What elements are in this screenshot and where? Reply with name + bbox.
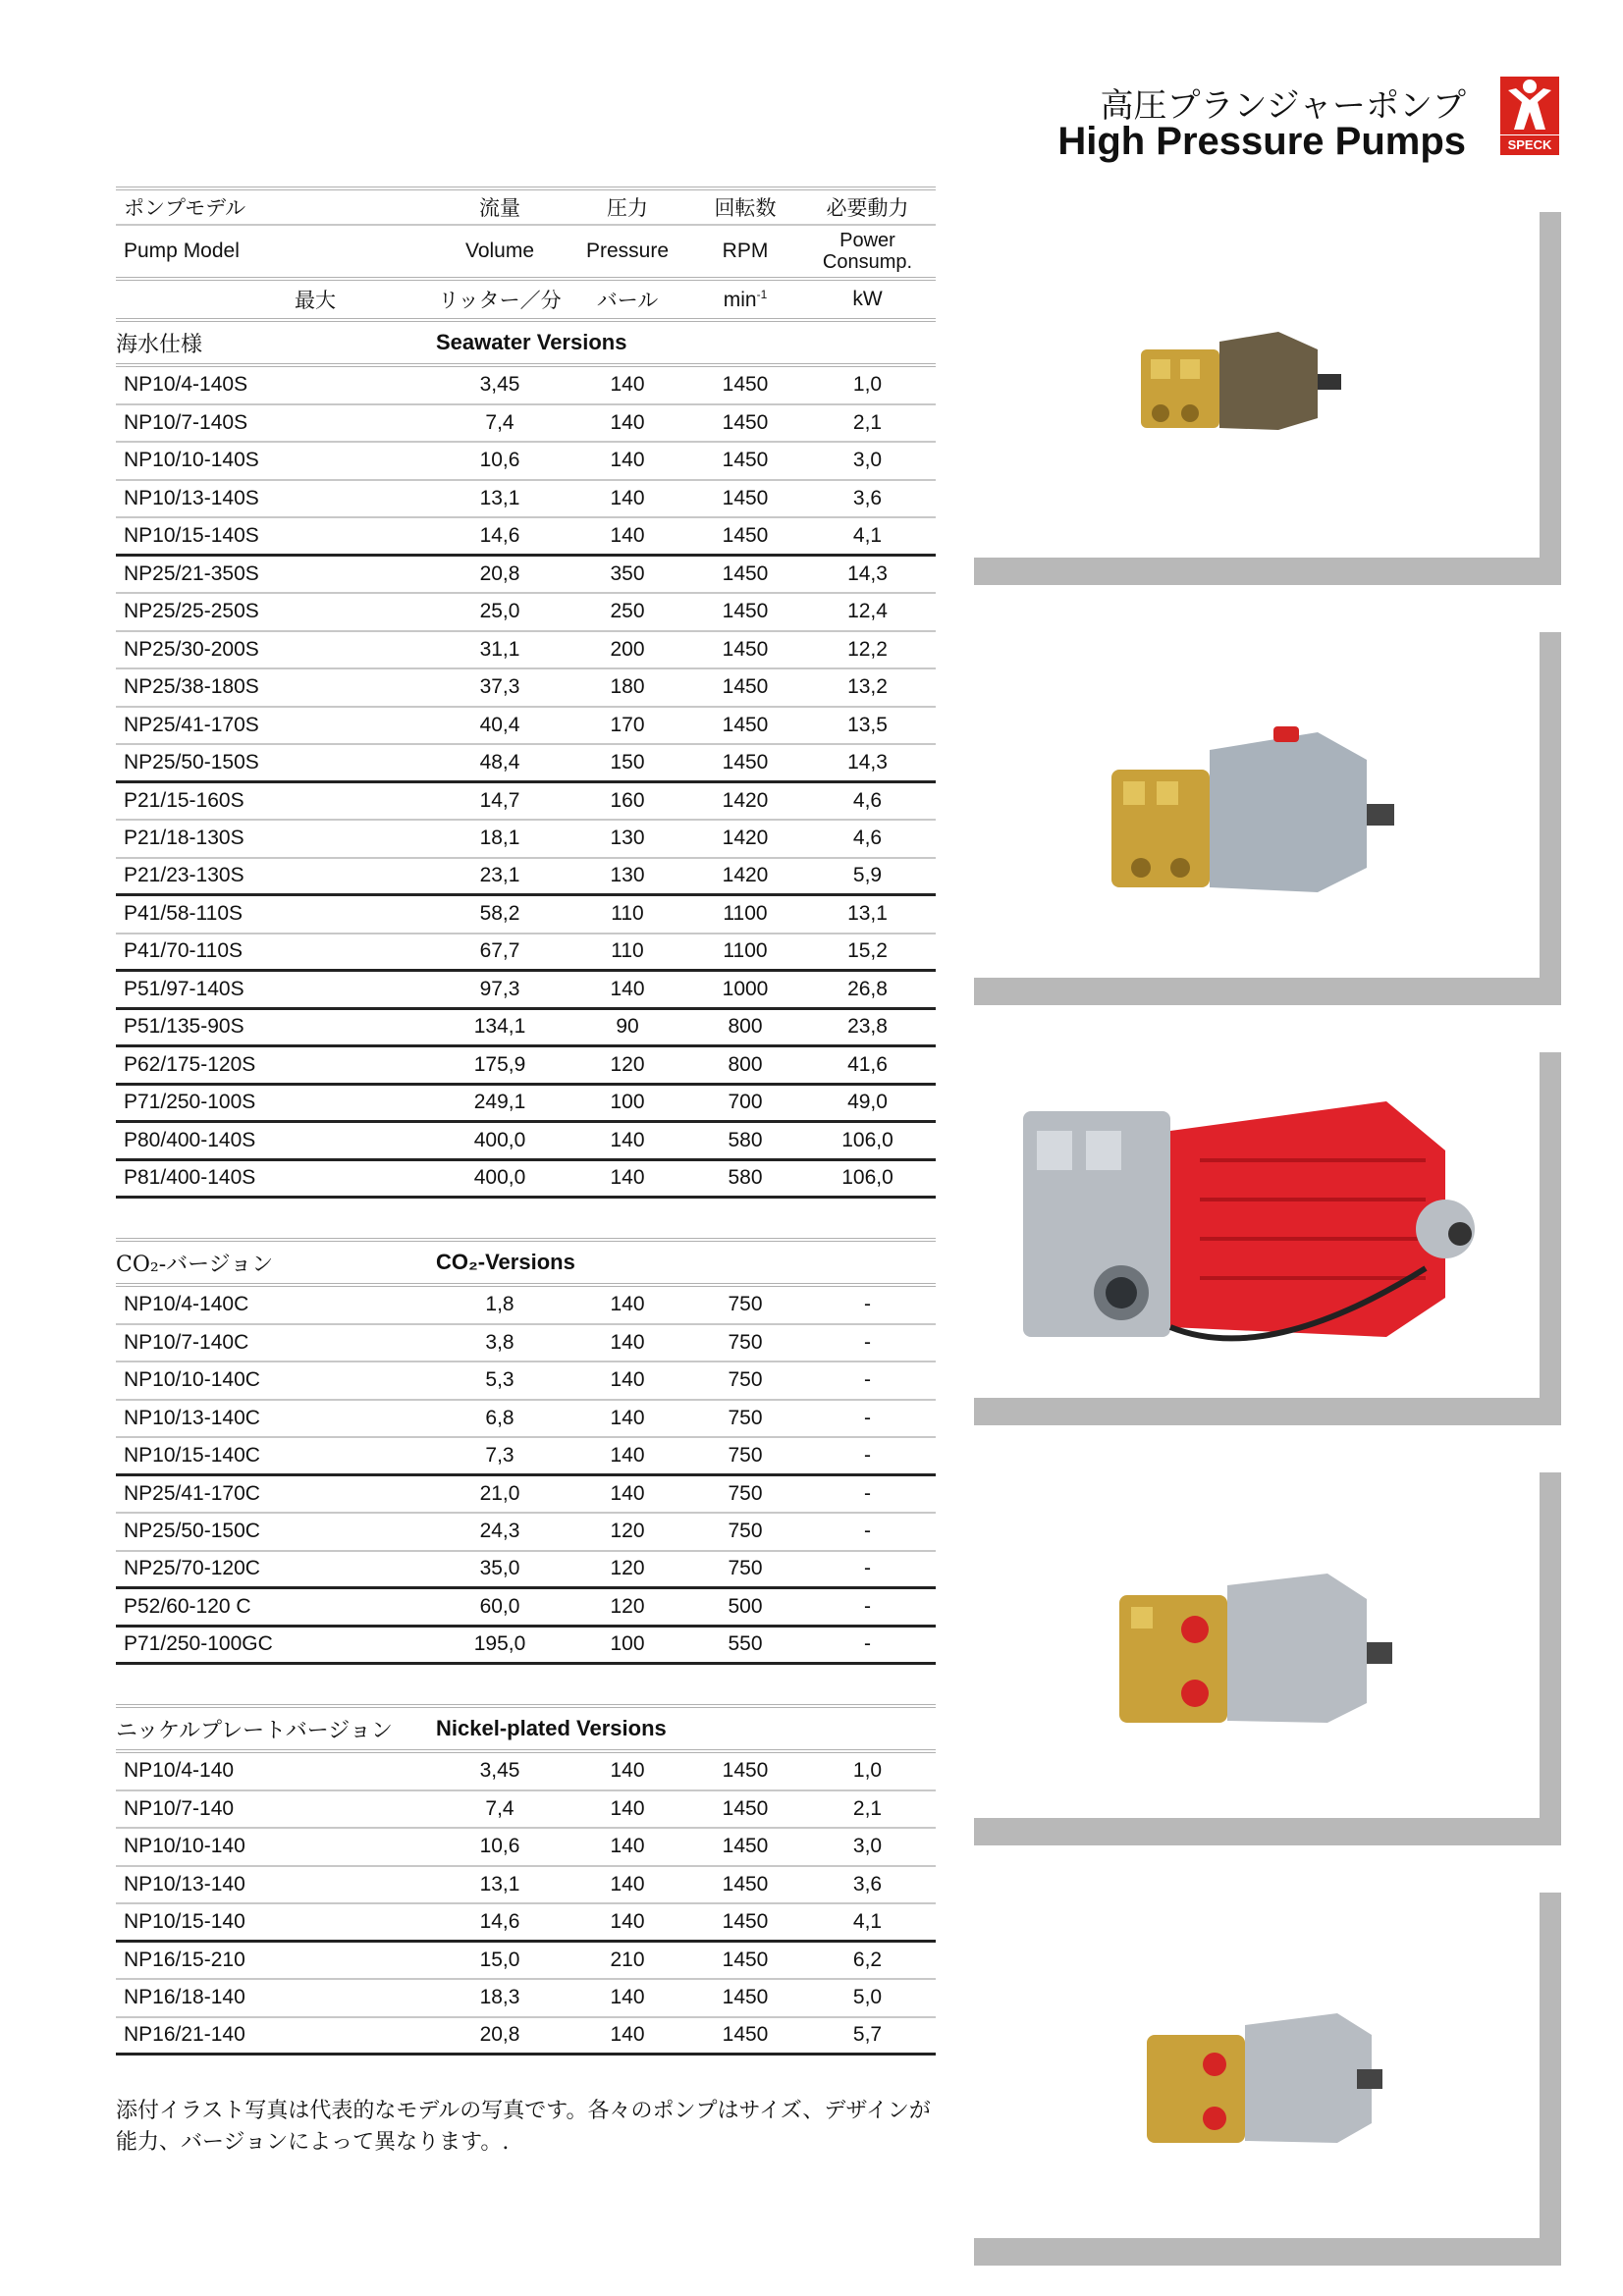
cell-rpm: 750	[728, 1443, 763, 1467]
cell-rpm: 1450	[722, 637, 769, 661]
table-row	[116, 1287, 936, 1325]
cell-model: P41/58-110S	[124, 902, 243, 926]
cell-power: 1,0	[852, 373, 883, 397]
cell-volume: 400,0	[473, 1166, 526, 1190]
cell-volume: 13,1	[479, 486, 520, 509]
units-row	[116, 281, 936, 322]
cell-volume: 175,9	[473, 1052, 526, 1076]
cell-pressure: 140	[610, 977, 645, 1000]
cell-volume: 14,6	[479, 1909, 520, 1933]
cell-model: NP25/50-150C	[124, 1520, 260, 1543]
cell-pressure: 160	[610, 788, 645, 812]
pump-photo-3-icon	[1013, 1072, 1485, 1376]
cell-model: NP10/7-140S	[124, 410, 248, 434]
cell-power: 6,2	[852, 1948, 883, 1971]
table-row	[116, 518, 936, 557]
cell-rpm: 1450	[722, 1835, 769, 1858]
cell-power: 106,0	[841, 1128, 893, 1151]
cell-rpm: 1450	[722, 1986, 769, 2009]
pump-photo-4-icon	[1111, 1566, 1396, 1742]
header-row-jp	[116, 190, 936, 226]
cell-rpm: 1450	[722, 600, 769, 623]
table-row	[116, 972, 936, 1010]
cell-pressure: 110	[611, 939, 644, 963]
image-panel-2	[974, 632, 1561, 1005]
cell-volume: 40,4	[479, 713, 520, 736]
cell-rpm: 700	[728, 1091, 763, 1114]
cell-volume: 249,1	[473, 1091, 526, 1114]
table-row	[116, 1589, 936, 1628]
cell-model: P41/70-110S	[124, 939, 243, 963]
unit-volume: リッター／分	[438, 289, 562, 312]
cell-rpm: 750	[728, 1557, 763, 1580]
cell-power: 14,3	[847, 750, 888, 774]
cell-power: 12,2	[847, 637, 888, 661]
cell-power: -	[864, 1594, 871, 1618]
cell-model: P51/135-90S	[124, 1015, 244, 1039]
cell-power: -	[864, 1406, 871, 1429]
cell-pressure: 210	[610, 1948, 645, 1971]
speck-figure-icon	[1500, 77, 1559, 135]
cell-power: 4,1	[852, 1909, 883, 1933]
cell-rpm: 1450	[722, 2023, 769, 2047]
table-row	[116, 1943, 936, 1981]
cell-model: P71/250-100GC	[124, 1632, 273, 1656]
cell-model: NP10/4-140S	[124, 373, 248, 397]
cell-power: -	[864, 1443, 871, 1467]
cell-power: -	[864, 1632, 871, 1656]
cell-rpm: 1450	[722, 1759, 769, 1783]
cell-power: 49,0	[847, 1091, 888, 1114]
cell-rpm: 1450	[722, 1796, 769, 1820]
cell-power: 3,6	[852, 1872, 883, 1896]
cell-power: 3,0	[852, 1835, 883, 1858]
cell-pressure: 140	[610, 1986, 645, 2009]
cell-power: -	[864, 1557, 871, 1580]
cell-power: -	[864, 1481, 871, 1505]
cell-power: 106,0	[841, 1166, 893, 1190]
cell-pressure: 140	[610, 1872, 645, 1896]
table-row	[116, 1010, 936, 1048]
pump-photo-2-icon	[1102, 721, 1396, 917]
cell-model: P21/18-130S	[124, 827, 244, 850]
cell-power: 13,5	[847, 713, 888, 736]
table-row	[116, 1161, 936, 1200]
cell-pressure: 250	[610, 600, 645, 623]
cell-rpm: 1450	[722, 561, 769, 585]
cell-volume: 14,6	[479, 523, 520, 547]
cell-model: NP10/13-140C	[124, 1406, 260, 1429]
table-row	[116, 896, 936, 934]
cell-pressure: 140	[610, 1796, 645, 1820]
cell-pressure: 100	[610, 1091, 645, 1114]
table-row	[116, 1123, 936, 1161]
cell-pressure: 140	[610, 1835, 645, 1858]
cell-volume: 3,45	[479, 1759, 520, 1783]
cell-model: P52/60-120 C	[124, 1594, 251, 1618]
cell-power: 15,2	[847, 939, 888, 963]
section-name-en: Seawater Versions	[436, 330, 627, 354]
cell-model: NP16/21-140	[124, 2023, 245, 2047]
cell-volume: 97,3	[479, 977, 520, 1000]
cell-pressure: 140	[610, 1330, 645, 1354]
cell-pressure: 100	[610, 1632, 645, 1656]
table-row	[116, 1867, 936, 1905]
cell-pressure: 120	[610, 1052, 645, 1076]
pump-table	[116, 187, 936, 2056]
table-row	[116, 1476, 936, 1515]
table-row	[116, 1980, 936, 2018]
cell-model: NP10/4-140C	[124, 1293, 249, 1316]
cell-volume: 21,0	[479, 1481, 520, 1505]
cell-pressure: 130	[610, 827, 645, 850]
cell-power: 5,0	[852, 1986, 883, 2009]
cell-volume: 10,6	[479, 1835, 520, 1858]
cell-power: 2,1	[852, 410, 883, 434]
cell-power: -	[864, 1293, 871, 1316]
cell-model: P62/175-120S	[124, 1052, 256, 1076]
cell-power: 13,1	[847, 902, 888, 926]
cell-power: 4,6	[852, 827, 883, 850]
cell-model: NP10/10-140S	[124, 449, 259, 472]
cell-power: 41,6	[847, 1052, 888, 1076]
cell-model: NP16/18-140	[124, 1986, 245, 2009]
cell-model: NP10/4-140	[124, 1759, 235, 1783]
cell-model: NP10/10-140	[124, 1835, 245, 1858]
cell-pressure: 140	[610, 449, 645, 472]
cell-power: 14,3	[847, 561, 888, 585]
cell-pressure: 180	[610, 675, 645, 699]
cell-rpm: 580	[728, 1166, 763, 1190]
cell-model: NP25/21-350S	[124, 561, 259, 585]
cell-power: 26,8	[847, 977, 888, 1000]
cell-power: 4,6	[852, 788, 883, 812]
cell-volume: 23,1	[479, 864, 520, 887]
table-row	[116, 1514, 936, 1552]
cell-rpm: 750	[728, 1368, 763, 1392]
cell-model: NP10/15-140	[124, 1909, 245, 1933]
cell-rpm: 750	[728, 1520, 763, 1543]
col-volume-jp: 流量	[479, 196, 520, 220]
cell-model: NP10/15-140S	[124, 523, 259, 547]
cell-pressure: 140	[610, 1406, 645, 1429]
col-model-en: Pump Model	[124, 240, 240, 262]
cell-power: 2,1	[852, 1796, 883, 1820]
cell-volume: 3,8	[485, 1330, 514, 1354]
col-pressure-en: Pressure	[585, 240, 670, 262]
cell-rpm: 1100	[723, 939, 768, 963]
units-label: 最大	[295, 289, 336, 312]
cell-model: NP10/10-140C	[124, 1368, 260, 1392]
cell-power: 23,8	[847, 1015, 888, 1039]
table-row	[116, 1904, 936, 1943]
cell-volume: 1,8	[485, 1293, 514, 1316]
cell-rpm: 580	[728, 1128, 763, 1151]
cell-rpm: 550	[728, 1632, 763, 1656]
logo-text: SPECK	[1500, 134, 1559, 152]
cell-rpm: 1450	[722, 1872, 769, 1896]
table-row	[116, 1829, 936, 1867]
cell-pressure: 170	[610, 713, 645, 736]
cell-rpm: 1450	[722, 410, 769, 434]
cell-power: 12,4	[847, 600, 888, 623]
cell-volume: 60,0	[479, 1594, 520, 1618]
cell-pressure: 140	[610, 1481, 645, 1505]
unit-rpm: $\min^{-1}$	[723, 287, 768, 311]
cell-volume: 18,3	[479, 1986, 520, 2009]
col-volume-en: Volume	[464, 240, 535, 262]
cell-rpm: 1450	[722, 449, 769, 472]
cell-volume: 195,0	[473, 1632, 526, 1656]
section-name-jp: CO₂-バージョン	[116, 1252, 274, 1277]
cell-volume: 37,3	[479, 675, 520, 699]
cell-model: NP25/70-120C	[124, 1557, 260, 1580]
cell-rpm: 1450	[722, 373, 769, 397]
cell-rpm: 500	[728, 1594, 763, 1618]
cell-pressure: 150	[610, 750, 645, 774]
cell-rpm: 1450	[722, 713, 769, 736]
footnote	[116, 2096, 980, 2159]
cell-volume: 35,0	[479, 1557, 520, 1580]
cell-rpm: 800	[728, 1015, 763, 1039]
cell-rpm: 1450	[722, 523, 769, 547]
table-row	[116, 367, 936, 405]
cell-pressure: 140	[610, 373, 645, 397]
cell-volume: 18,1	[479, 827, 520, 850]
page-title-jp: 高圧プランジャーポンプ	[1100, 86, 1466, 126]
table-row	[116, 1362, 936, 1401]
table-row	[116, 1753, 936, 1791]
cell-volume: 7,4	[485, 1796, 514, 1820]
cell-power: 4,1	[852, 523, 883, 547]
cell-rpm: 1450	[722, 1909, 769, 1933]
cell-model: NP10/13-140	[124, 1872, 245, 1896]
cell-power: 5,9	[852, 864, 883, 887]
cell-rpm: 1450	[722, 675, 769, 699]
cell-power: 3,6	[852, 486, 883, 509]
table-row	[116, 1047, 936, 1086]
cell-rpm: 1000	[722, 977, 769, 1000]
cell-rpm: 1450	[722, 750, 769, 774]
cell-volume: 67,7	[479, 939, 520, 963]
section-name-en: CO₂-Versions	[436, 1250, 575, 1274]
image-panel-1	[974, 212, 1561, 585]
cell-power: 1,0	[852, 1759, 883, 1783]
cell-rpm: 1450	[722, 1948, 769, 1971]
col-power-jp: 必要動力	[826, 196, 909, 220]
cell-pressure: 140	[610, 2023, 645, 2047]
cell-model: P21/15-160S	[124, 788, 244, 812]
cell-rpm: 1450	[722, 486, 769, 509]
section-header	[116, 322, 936, 367]
cell-model: NP10/7-140	[124, 1796, 235, 1820]
col-pressure-jp: 圧力	[607, 196, 648, 220]
cell-pressure: 110	[611, 902, 644, 926]
section-header	[116, 1242, 936, 1287]
table-row	[116, 481, 936, 519]
table-row	[116, 669, 936, 708]
cell-rpm: 1100	[723, 902, 768, 926]
cell-volume: 3,45	[479, 373, 520, 397]
table-row	[116, 783, 936, 822]
section-name-jp: ニッケルプレートバージョン	[116, 1718, 393, 1743]
table-row	[116, 1552, 936, 1590]
cell-model: P81/400-140S	[124, 1166, 256, 1190]
cell-rpm: 750	[728, 1481, 763, 1505]
cell-volume: 25,0	[479, 600, 520, 623]
cell-volume: 13,1	[479, 1872, 520, 1896]
cell-power: -	[864, 1330, 871, 1354]
cell-power: 3,0	[852, 449, 883, 472]
image-panel-3	[974, 1052, 1561, 1425]
cell-model: P71/250-100S	[124, 1091, 256, 1114]
cell-pressure: 140	[610, 523, 645, 547]
cell-volume: 20,8	[479, 2023, 520, 2047]
cell-model: P21/23-130S	[124, 864, 244, 887]
table-row	[116, 745, 936, 783]
table-row	[116, 859, 936, 897]
cell-rpm: 1420	[722, 864, 769, 887]
cell-rpm: 1420	[722, 827, 769, 850]
cell-model: P80/400-140S	[124, 1128, 256, 1151]
cell-pressure: 140	[610, 1128, 645, 1151]
cell-volume: 5,3	[485, 1368, 514, 1392]
cell-volume: 400,0	[473, 1128, 526, 1151]
cell-model: P51/97-140S	[124, 977, 244, 1000]
cell-volume: 14,7	[479, 788, 520, 812]
cell-volume: 15,0	[479, 1948, 520, 1971]
section-header	[116, 1708, 936, 1753]
table-row	[116, 1086, 936, 1124]
table-row	[116, 594, 936, 632]
cell-power: -	[864, 1520, 871, 1543]
col-power-en: Power Consump.	[822, 230, 913, 273]
unit-pressure: バール	[596, 289, 659, 312]
table-row	[116, 1401, 936, 1439]
cell-model: NP10/13-140S	[124, 486, 259, 509]
footnote-line-2: 能力、バージョンによって異なります。.	[116, 2130, 510, 2155]
cell-rpm: 1420	[722, 788, 769, 812]
cell-pressure: 140	[610, 1368, 645, 1392]
page-title-en: High Pressure Pumps	[1057, 120, 1466, 163]
cell-volume: 24,3	[479, 1520, 520, 1543]
pump-photo-5-icon	[1141, 2005, 1386, 2153]
cell-rpm: 800	[728, 1052, 763, 1076]
cell-pressure: 350	[610, 561, 645, 585]
table-row	[116, 2018, 936, 2056]
table-row	[116, 443, 936, 481]
cell-model: NP25/38-180S	[124, 675, 259, 699]
cell-volume: 31,1	[479, 637, 520, 661]
cell-pressure: 120	[610, 1520, 645, 1543]
table-row	[116, 1325, 936, 1363]
col-rpm-jp: 回転数	[714, 196, 777, 220]
col-model-jp: ポンプモデル	[124, 196, 246, 220]
cell-pressure: 90	[616, 1015, 639, 1039]
footnote-line-1: 添付イラスト写真は代表的なモデルの写真です。各々のポンプはサイズ、デザインが	[116, 2099, 931, 2123]
cell-model: NP25/50-150S	[124, 750, 259, 774]
cell-volume: 20,8	[479, 561, 520, 585]
cell-pressure: 140	[610, 1166, 645, 1190]
table-row	[116, 1438, 936, 1476]
cell-pressure: 140	[610, 1759, 645, 1783]
table-row	[116, 557, 936, 595]
table-row	[116, 821, 936, 859]
cell-power: 5,7	[852, 2023, 883, 2047]
image-panel-4	[974, 1472, 1561, 1845]
cell-model: NP25/41-170S	[124, 713, 259, 736]
unit-power: kW	[852, 288, 883, 310]
cell-model: NP10/7-140C	[124, 1330, 249, 1354]
cell-pressure: 140	[610, 486, 645, 509]
cell-model: NP25/25-250S	[124, 600, 259, 623]
table-row	[116, 632, 936, 670]
cell-pressure: 140	[610, 1443, 645, 1467]
cell-volume: 10,6	[479, 449, 520, 472]
cell-pressure: 140	[610, 410, 645, 434]
section-name-en: Nickel-plated Versions	[436, 1716, 667, 1740]
cell-volume: 6,8	[485, 1406, 514, 1429]
image-panel-5	[974, 1893, 1561, 2266]
cell-power: 13,2	[847, 675, 888, 699]
cell-pressure: 130	[610, 864, 645, 887]
cell-model: NP10/15-140C	[124, 1443, 260, 1467]
cell-pressure: 120	[610, 1594, 645, 1618]
table-row	[116, 708, 936, 746]
table-row	[116, 934, 936, 973]
cell-power: -	[864, 1368, 871, 1392]
cell-pressure: 120	[610, 1557, 645, 1580]
cell-pressure: 140	[610, 1293, 645, 1316]
cell-volume: 7,4	[485, 410, 514, 434]
table-row	[116, 1791, 936, 1830]
cell-rpm: 750	[728, 1406, 763, 1429]
col-rpm-en: RPM	[722, 240, 769, 262]
cell-volume: 58,2	[479, 902, 520, 926]
cell-volume: 48,4	[479, 750, 520, 774]
cell-pressure: 140	[610, 1909, 645, 1933]
section-name-jp: 海水仕様	[116, 332, 203, 357]
cell-pressure: 200	[610, 637, 645, 661]
cell-model: NP25/41-170C	[124, 1481, 260, 1505]
pump-photo-1-icon	[1131, 320, 1347, 448]
table-row	[116, 405, 936, 444]
cell-rpm: 750	[728, 1330, 763, 1354]
cell-volume: 7,3	[485, 1443, 514, 1467]
cell-volume: 134,1	[473, 1015, 526, 1039]
cell-model: NP16/15-210	[124, 1948, 245, 1971]
header-row-en	[116, 226, 936, 277]
speck-logo	[1500, 77, 1559, 155]
cell-rpm: 750	[728, 1293, 763, 1316]
table-row	[116, 1628, 936, 1666]
cell-model: NP25/30-200S	[124, 637, 259, 661]
